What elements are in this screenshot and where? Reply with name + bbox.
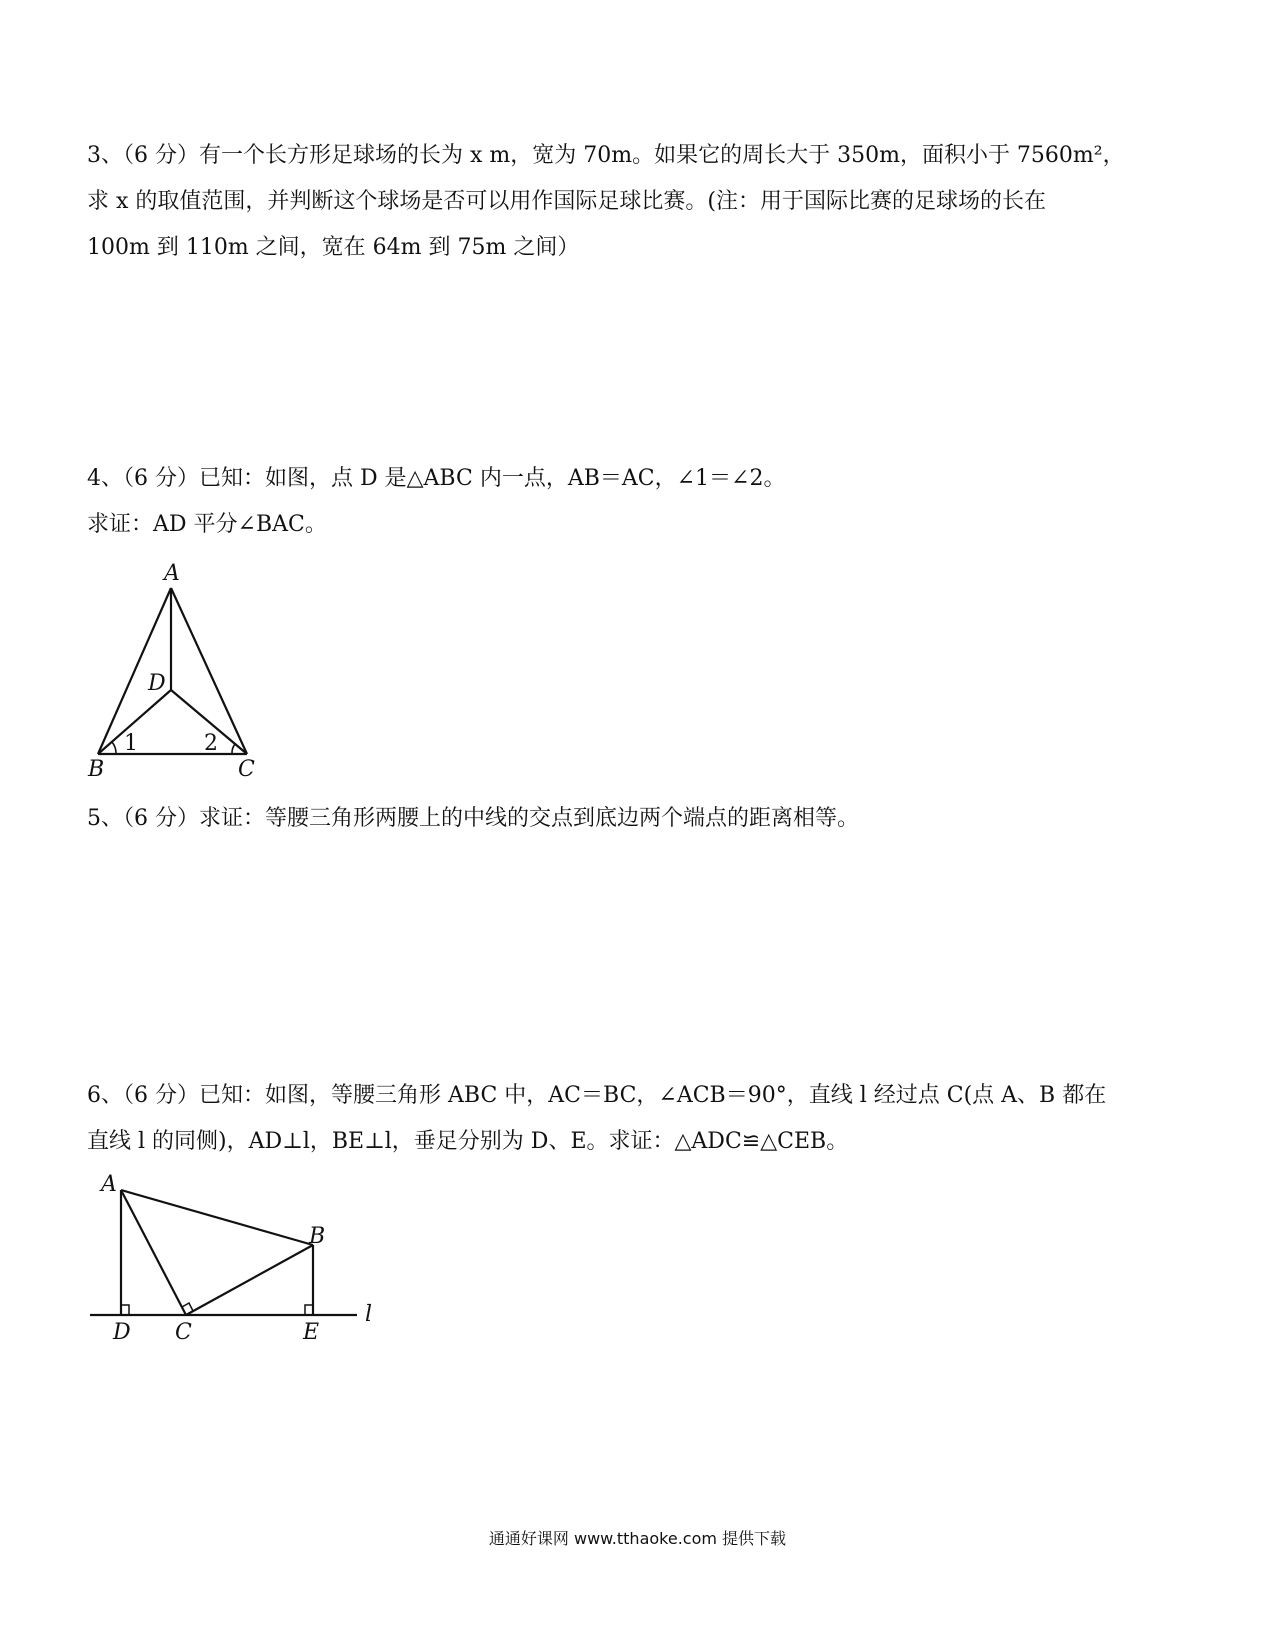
label-a: A bbox=[101, 1172, 117, 1197]
label-a: A bbox=[164, 561, 180, 586]
segment-bc bbox=[186, 1245, 313, 1315]
label-angle-1: 1 bbox=[124, 731, 138, 756]
figure-triangle-abc-d bbox=[80, 560, 280, 785]
label-c: C bbox=[238, 757, 255, 782]
question-6-line-2: 直线 l 的同侧)，AD⊥l，BE⊥l，垂足分别为 D、E。求证：△ADC≌△CEB。 bbox=[87, 1129, 849, 1154]
question-3-line-2: 求 x 的取值范围，并判断这个球场是否可以用作国际足球比赛。(注：用于国际比赛的足球场的长在 bbox=[87, 189, 1046, 214]
question-5-line-1: 5、（6 分）求证：等腰三角形两腰上的中线的交点到底边两个端点的距离相等。 bbox=[87, 806, 859, 831]
right-angle-d bbox=[121, 1305, 129, 1315]
question-4 bbox=[87, 456, 1192, 548]
question-6-line-1: 6、（6 分）已知：如图，等腰三角形 ABC 中，AC＝BC，∠ACB＝90°，直线 l 经过点 C(点 A、B 都在 bbox=[87, 1083, 1107, 1108]
label-c: C bbox=[175, 1320, 192, 1345]
label-d: D bbox=[113, 1320, 131, 1345]
label-angle-2: 2 bbox=[204, 731, 218, 756]
label-d: D bbox=[148, 671, 166, 696]
question-3 bbox=[87, 133, 1192, 271]
angle-2-arc bbox=[232, 744, 235, 754]
label-l: l bbox=[365, 1302, 373, 1327]
label-b: B bbox=[88, 757, 105, 782]
question-6 bbox=[87, 1073, 1192, 1165]
footer-credit: 通通好课网 www.tthaoke.com 提供下载 bbox=[488, 1529, 787, 1548]
question-3-line-1: 3、（6 分）有一个长方形足球场的长为 x m，宽为 70m。如果它的周长大于 350m，面积小于 7560m²， bbox=[87, 143, 1125, 168]
right-angle-e bbox=[305, 1305, 313, 1315]
segment-ab bbox=[121, 1190, 313, 1245]
question-5 bbox=[87, 796, 1192, 842]
angle-1-arc bbox=[112, 742, 116, 754]
segment-ac bbox=[171, 588, 247, 754]
question-3-line-3: 100m 到 110m 之间，宽在 64m 到 75m 之间） bbox=[87, 235, 580, 260]
label-b: B bbox=[309, 1224, 326, 1249]
segment-ac bbox=[121, 1190, 186, 1315]
question-4-line-2: 求证：AD 平分∠BAC。 bbox=[87, 512, 327, 537]
figure-right-isosceles bbox=[85, 1165, 395, 1355]
question-4-line-1: 4、（6 分）已知：如图，点 D 是△ABC 内一点，AB＝AC，∠1＝∠2。 bbox=[87, 466, 786, 491]
label-e: E bbox=[303, 1320, 320, 1345]
